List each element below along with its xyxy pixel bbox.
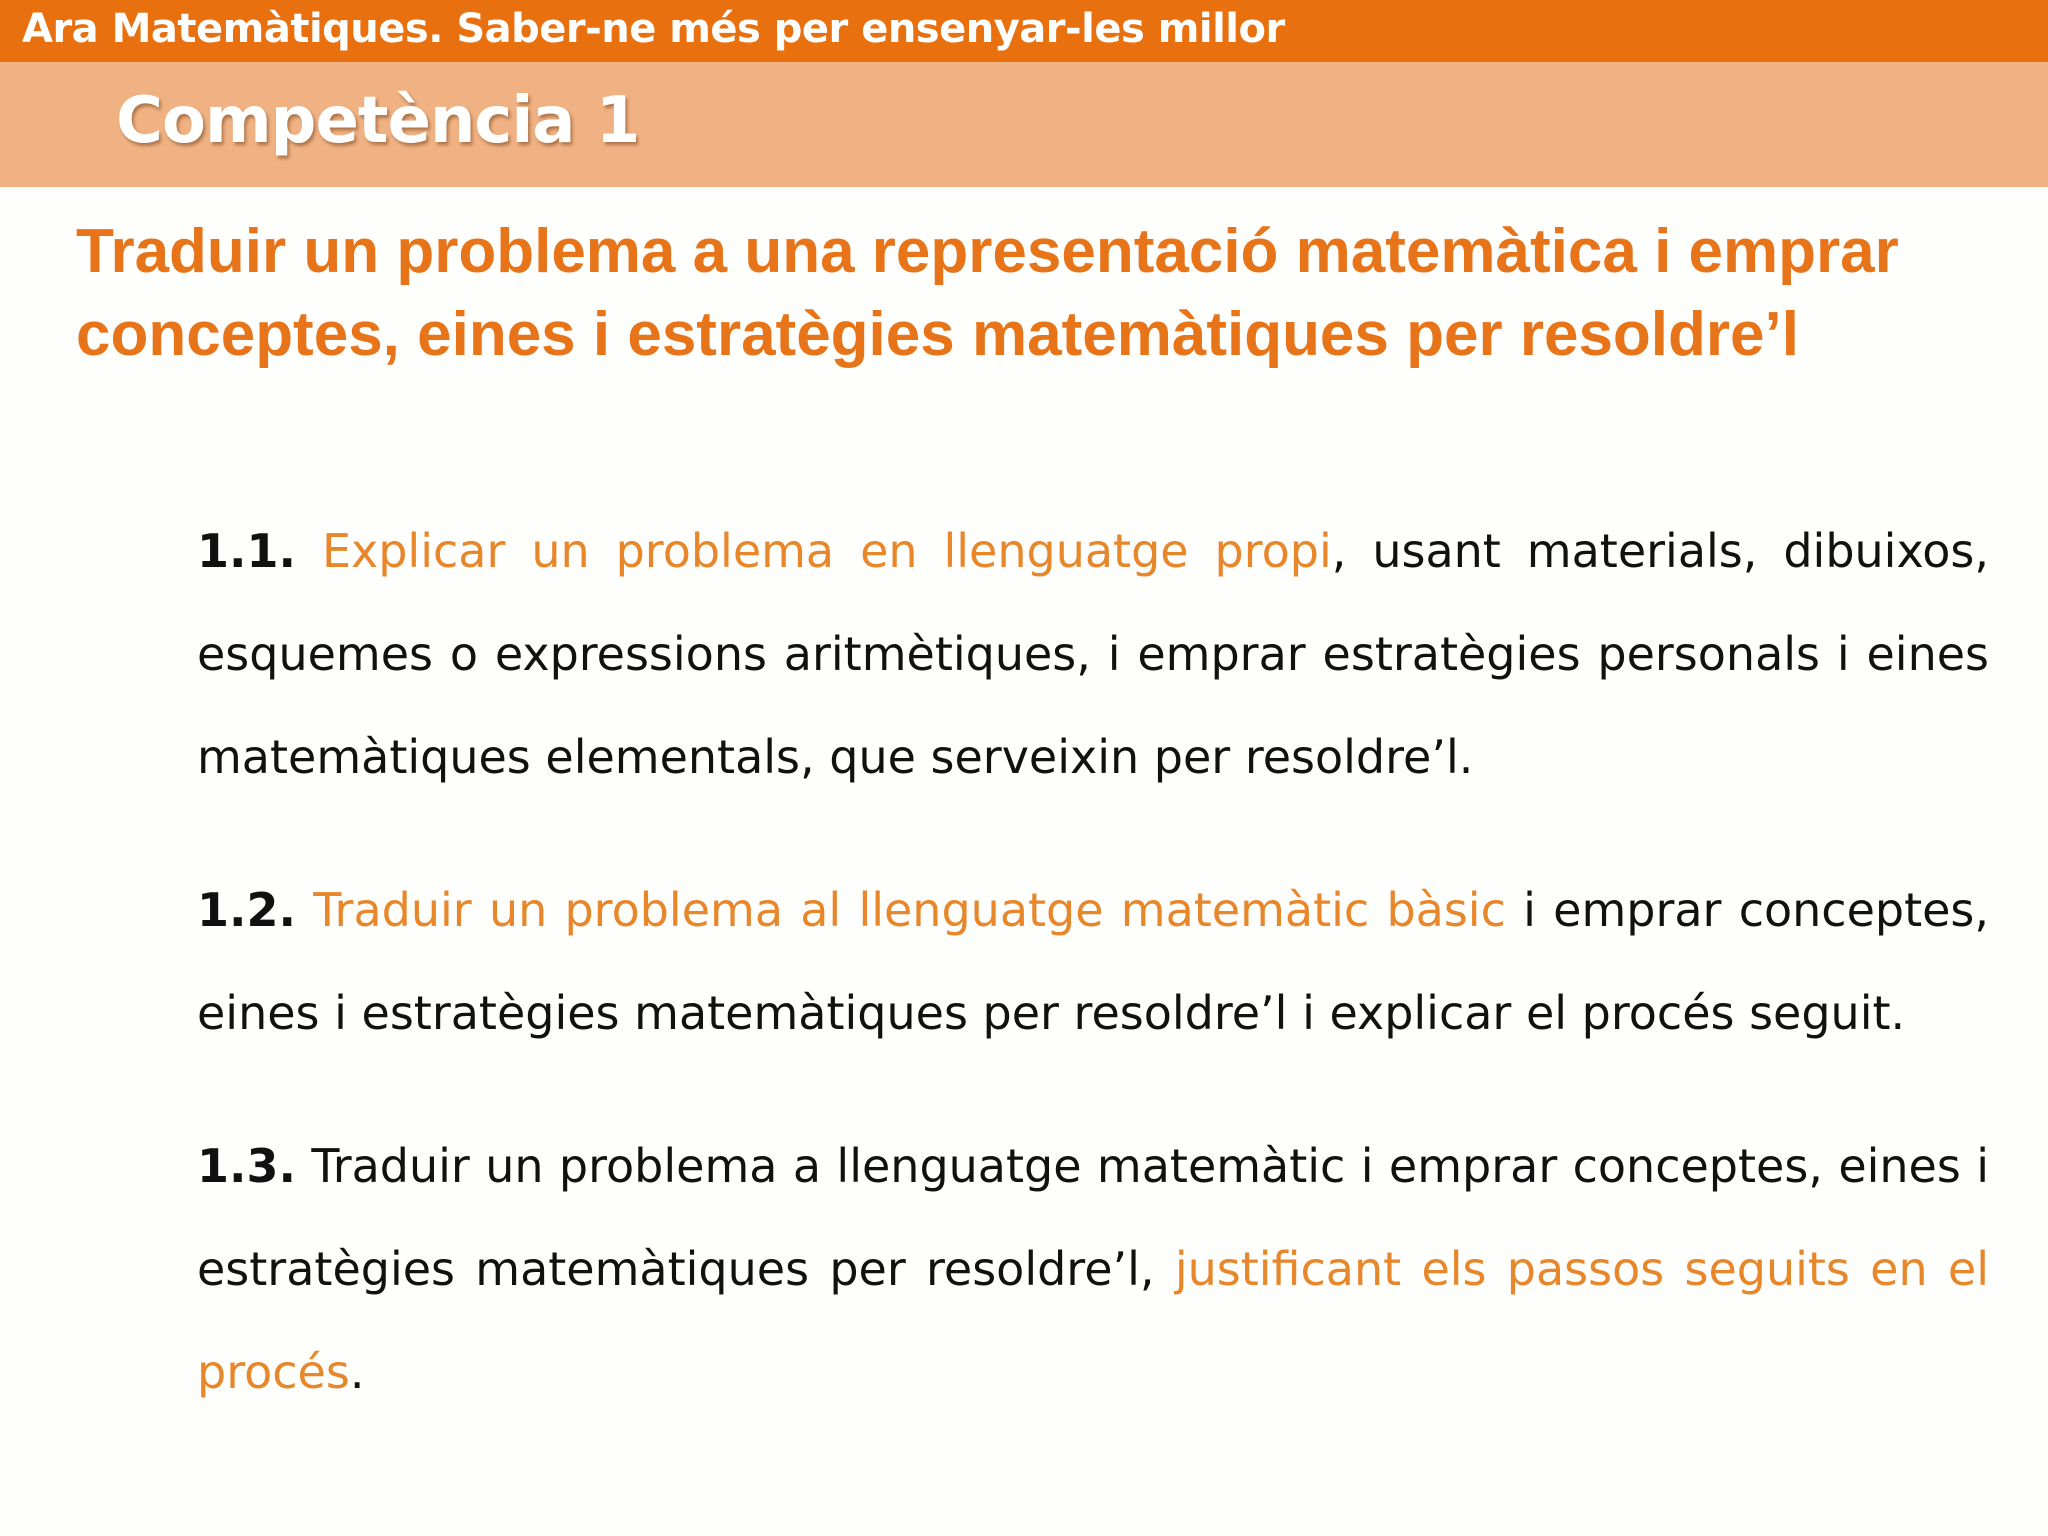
competence-heading: Traduir un problema a una representació matemàtica i emprar conceptes, eines i estratègies matemàtiques per resoldre’l xyxy=(76,217,1899,369)
criterion-highlight: justificant els passos seguits en el procés xyxy=(197,1242,1989,1399)
criterion-text-end: . xyxy=(349,1345,365,1399)
series-title-bar xyxy=(0,0,2048,62)
criterion-highlight: Explicar un problema en llenguatge propi xyxy=(321,524,1332,578)
criterion-text: i emprar conceptes, eines i estratègies matemàtiques per resoldre’l i explicar el procés seguit. xyxy=(197,883,1990,1040)
criteria-list xyxy=(197,500,1989,1424)
series-title: Ara Matemàtiques. Saber-ne més per ensenyar-les millor xyxy=(22,6,1285,52)
criterion-highlight: Traduir un problema al llenguatge matemàtic bàsic xyxy=(313,883,1506,937)
slide-title-band xyxy=(0,62,2048,187)
criterion-number: 1.3. xyxy=(197,1139,296,1193)
criterion-text: , usant materials, dibuixos, esquemes o expressions aritmètiques, i emprar estratègies personals i eines matemàtiques elementals, que serveixin per resoldre’l. xyxy=(197,524,1989,784)
criterion-1-2 xyxy=(197,859,1989,1065)
criterion-number: 1.1. xyxy=(197,524,296,578)
criterion-1-3 xyxy=(197,1115,1989,1424)
criterion-number: 1.2. xyxy=(197,883,296,937)
criterion-1-1 xyxy=(197,500,1989,809)
slide-title: Competència 1 xyxy=(116,84,640,158)
criterion-text: Traduir un problema a llenguatge matemàtic i emprar conceptes, eines i estratègies matemàtiques per resoldre’l, xyxy=(197,1139,1989,1296)
